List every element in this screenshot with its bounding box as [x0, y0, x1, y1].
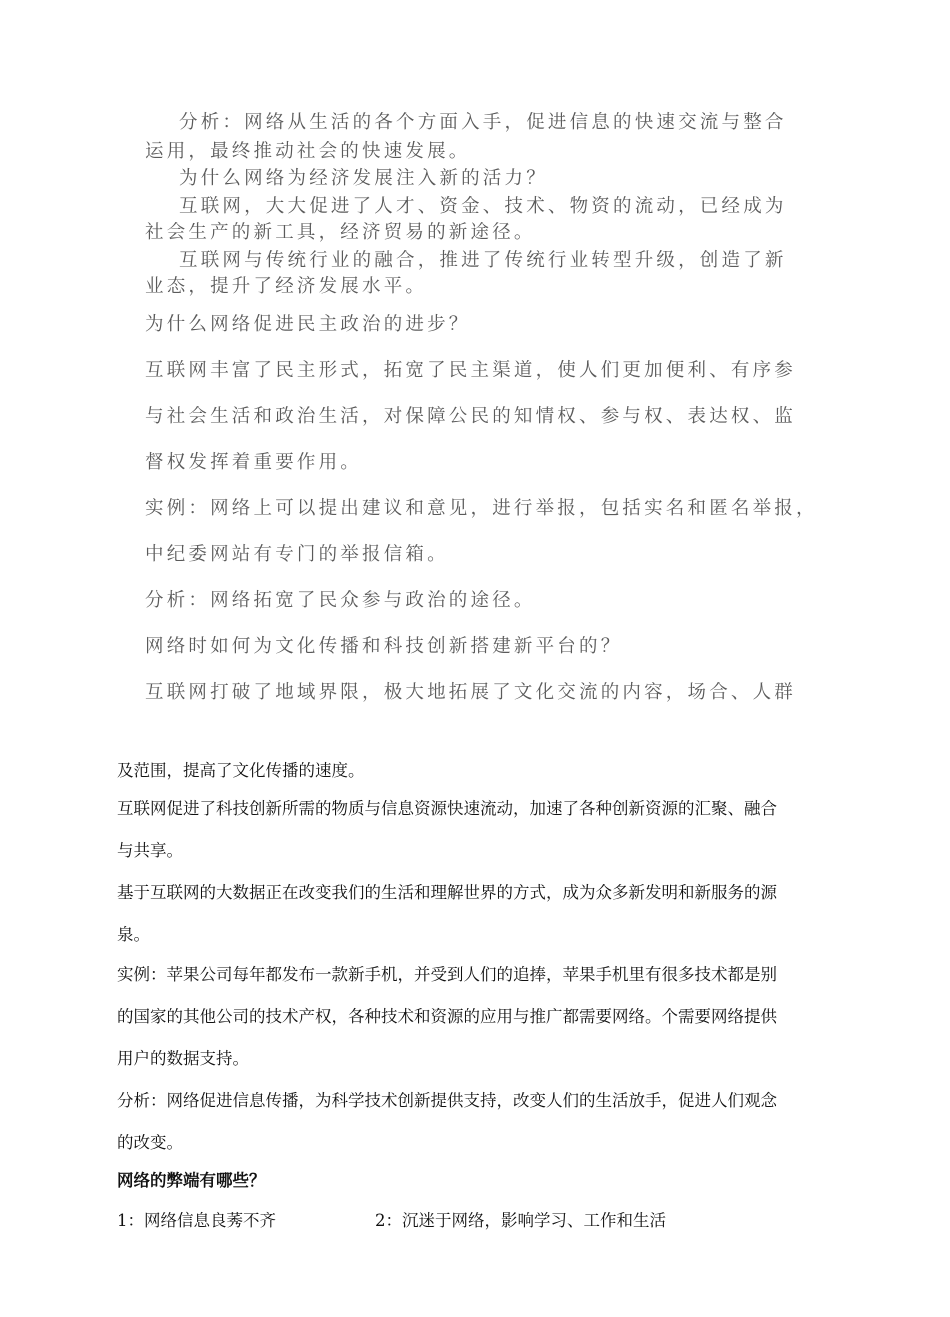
list-item: 2：沉迷于网络，影响学习、工作和生活: [375, 1211, 666, 1230]
paragraph-line: 互联网促进了科技创新所需的物质与信息资源快速流动，加速了各种创新资源的汇聚、融合: [117, 799, 777, 818]
paragraph-line: 实例：苹果公司每年都发布一款新手机，并受到人们的追捧，苹果手机里有很多技术都是别: [117, 965, 777, 984]
scan-line: 分析：网络从生活的各个方面入手，促进信息的快速交流与整合: [179, 112, 787, 133]
scan-line: 分析：网络拓宽了民众参与政治的途径。: [145, 590, 536, 611]
scan-line: 网络时如何为文化传播和科技创新搭建新平台的？: [145, 636, 623, 657]
scan-line: 与社会生活和政治生活，对保障公民的知情权、参与权、表达权、监: [145, 406, 797, 427]
scan-line: 中纪委网站有专门的举报信箱。: [145, 544, 449, 565]
scan-line: 社会生产的新工具，经济贸易的新途径。: [145, 222, 536, 243]
scan-line: 运用，最终推动社会的快速发展。: [145, 141, 471, 162]
paragraph-line: 基于互联网的大数据正在改变我们的生活和理解世界的方式，成为众多新发明和新服务的源: [117, 883, 777, 902]
section-heading: 网络的弊端有哪些？: [117, 1171, 266, 1190]
paragraph-line: 的改变。: [117, 1133, 183, 1152]
scan-line: 实例：网络上可以提出建议和意见，进行举报，包括实名和匿名举报，: [145, 498, 818, 519]
list-item: 1：网络信息良莠不齐: [117, 1211, 276, 1230]
scan-line: 督权发挥着重要作用。: [145, 452, 363, 473]
scan-line: 互联网与传统行业的融合，推进了传统行业转型升级，创造了新: [179, 250, 787, 271]
paragraph-line: 的国家的其他公司的技术产权，各种技术和资源的应用与推广都需要网络。个需要网络提供: [117, 1007, 777, 1026]
paragraph-line: 与共享。: [117, 841, 183, 860]
scan-line: 为什么网络促进民主政治的进步？: [145, 314, 471, 335]
paragraph-line: 泉。: [117, 925, 150, 944]
paragraph-line: 分析：网络促进信息传播，为科学技术创新提供支持，改变人们的生活放手，促进人们观念: [117, 1091, 777, 1110]
paragraph-line: 用户的数据支持。: [117, 1049, 249, 1068]
scan-line: 互联网打破了地域界限，极大地拓展了文化交流的内容，场合、人群: [145, 682, 797, 703]
scan-line: 互联网丰富了民主形式，拓宽了民主渠道，使人们更加便利、有序参: [145, 360, 797, 381]
scan-line: 业态，提升了经济发展水平。: [145, 276, 428, 297]
scan-line: 为什么网络为经济发展注入新的活力？: [179, 168, 548, 189]
paragraph-line: 及范围，提高了文化传播的速度。: [117, 761, 365, 780]
scan-line: 互联网，大大促进了人才、资金、技术、物资的流动，已经成为: [179, 196, 787, 217]
